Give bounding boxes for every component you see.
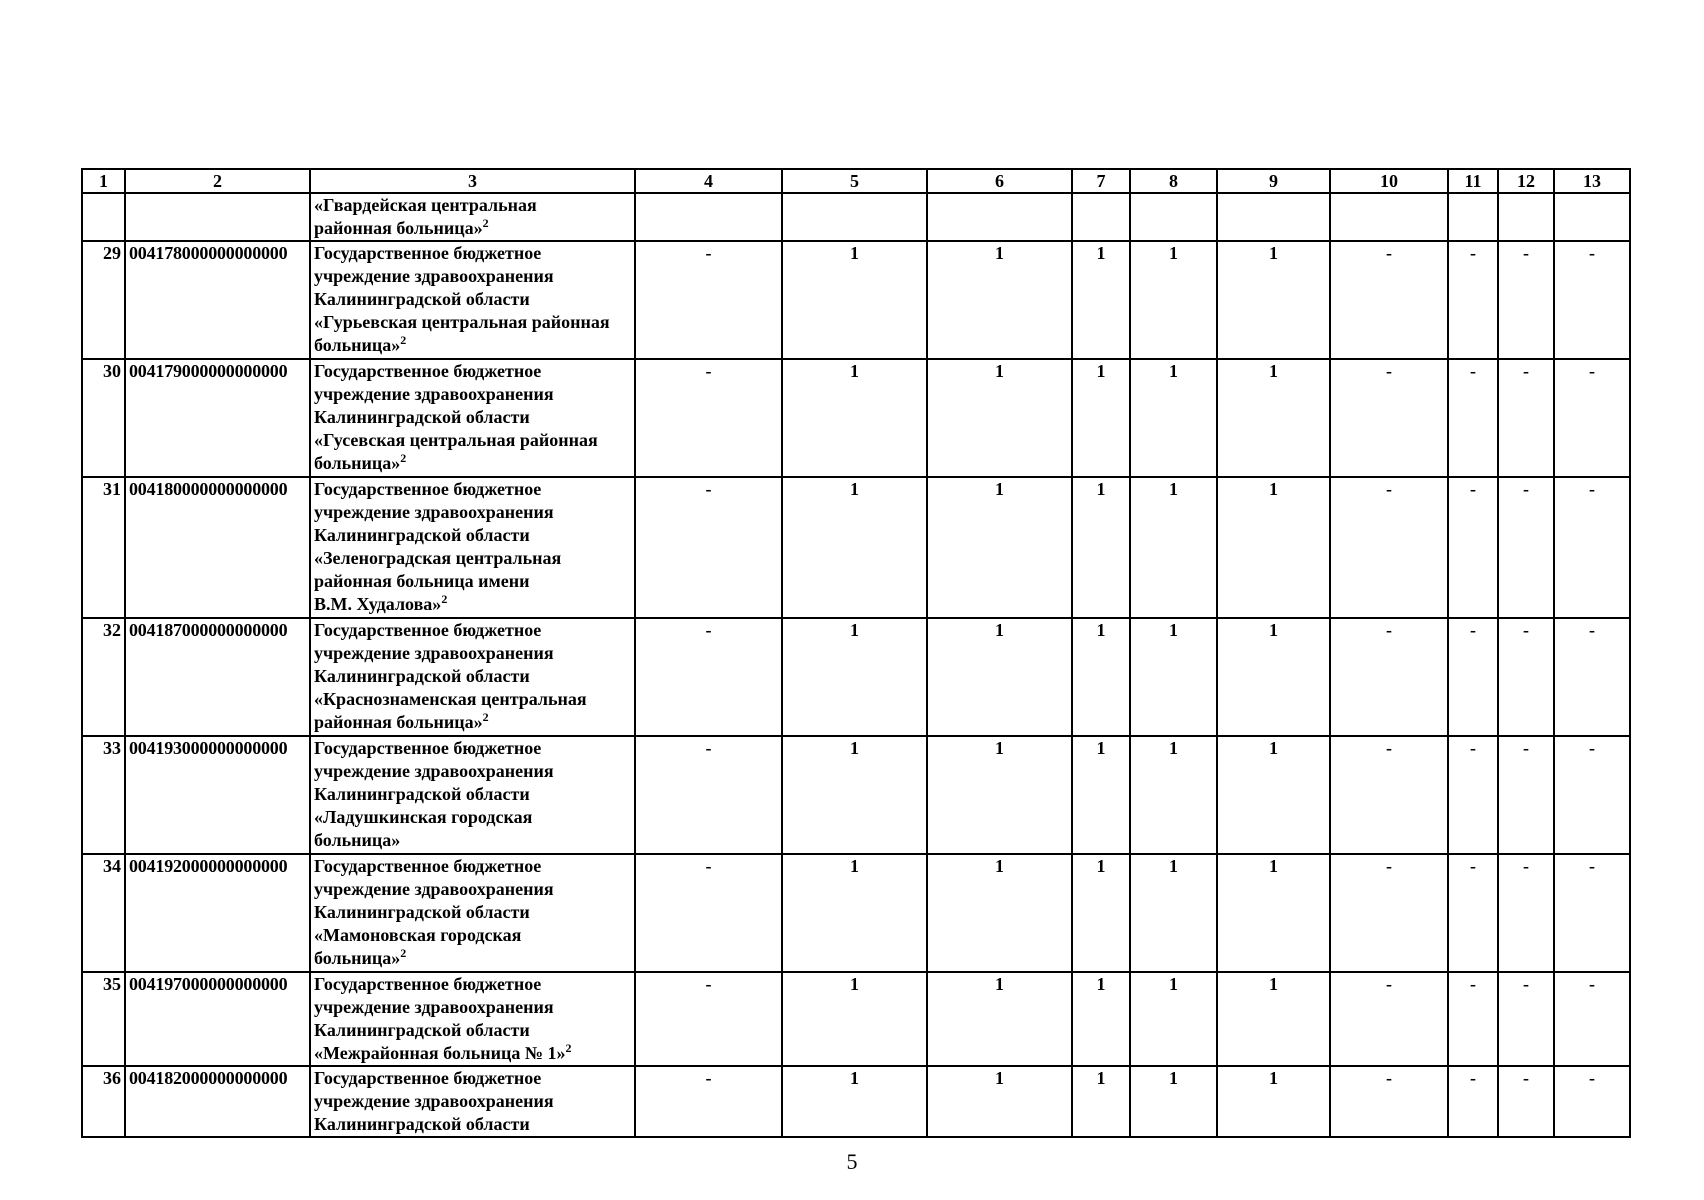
column-header-6: 6 [927, 169, 1072, 193]
cell-col-11: - [1448, 854, 1498, 972]
cell-col-8: 1 [1130, 359, 1217, 477]
cell-col-7: 1 [1072, 241, 1130, 359]
cell-col-12: - [1498, 359, 1554, 477]
cell-col-11: - [1448, 359, 1498, 477]
row-name: Государственное бюджетное учреждение здравоохранения Калининградской области «Гурьевская центральная районная больница»$^2$ [310, 241, 635, 359]
column-header-12: 12 [1498, 169, 1554, 193]
row-number: 29 [82, 241, 125, 359]
table-row [82, 736, 1630, 854]
cell-col-13: - [1554, 618, 1630, 736]
cell-col-10: - [1330, 1066, 1448, 1137]
column-header-7: 7 [1072, 169, 1130, 193]
cell-col-11: - [1448, 241, 1498, 359]
row-name: Государственное бюджетное учреждение здравоохранения Калининградской области «Краснознаменская центральная районная больница»$^2$ [310, 618, 635, 736]
continuation-row [82, 193, 1630, 241]
cell-col-6: 1 [927, 854, 1072, 972]
cell-col-4: - [635, 1066, 782, 1137]
column-header-3: 3 [310, 169, 635, 193]
cell-col-9: 1 [1217, 618, 1330, 736]
cell-col-5: 1 [782, 241, 927, 359]
cell-col-6: 1 [927, 618, 1072, 736]
row-name: Государственное бюджетное учреждение здравоохранения Калининградской области «Гусевская центральная районная больница»$^2$ [310, 359, 635, 477]
cell-col-11: - [1448, 618, 1498, 736]
row-number: 34 [82, 854, 125, 972]
cell-col-12: - [1498, 241, 1554, 359]
cell-col-7: 1 [1072, 618, 1130, 736]
column-header-11: 11 [1448, 169, 1498, 193]
cell-col-9: 1 [1217, 972, 1330, 1066]
column-header-1: 1 [82, 169, 125, 193]
cell-col-6: 1 [927, 241, 1072, 359]
row-code: 004182000000000000 [125, 1066, 310, 1137]
cell-col-10: - [1330, 972, 1448, 1066]
row-code: 004180000000000000 [125, 477, 310, 618]
table-row [82, 618, 1630, 736]
footnote-mark: 2 [400, 946, 407, 960]
table-row [82, 972, 1630, 1066]
row-name: «Гвардейская центральная районная больница»$^2$ [310, 193, 635, 241]
cell-col-6: 1 [927, 1066, 1072, 1137]
cell-col-11: - [1448, 477, 1498, 618]
column-header-9: 9 [1217, 169, 1330, 193]
table-row [82, 1066, 1630, 1137]
cell-col-13: - [1554, 854, 1630, 972]
cell-col-10: - [1330, 854, 1448, 972]
cell-col-9: 1 [1217, 477, 1330, 618]
cell-col-13: - [1554, 1066, 1630, 1137]
row-code: 004197000000000000 [125, 972, 310, 1066]
cell-col-7: 1 [1072, 477, 1130, 618]
row-number: 35 [82, 972, 125, 1066]
cell-col-8: 1 [1130, 618, 1217, 736]
cell-col-10: - [1330, 241, 1448, 359]
table-row [82, 359, 1630, 477]
cell-col-4: - [635, 477, 782, 618]
cell-col-12: - [1498, 972, 1554, 1066]
column-header-8: 8 [1130, 169, 1217, 193]
column-header-2: 2 [125, 169, 310, 193]
column-header-5: 5 [782, 169, 927, 193]
footnote-mark: 2 [482, 216, 489, 230]
cell-col-10: - [1330, 618, 1448, 736]
cell-col-6: 1 [927, 477, 1072, 618]
cell-col-13: - [1554, 359, 1630, 477]
cell-col-4: - [635, 241, 782, 359]
cell-col-8: 1 [1130, 1066, 1217, 1137]
cell-col-9: 1 [1217, 736, 1330, 854]
table-body [82, 193, 1630, 1137]
cell-col-5: 1 [782, 359, 927, 477]
cell-col-8: 1 [1130, 854, 1217, 972]
cell-col-9: 1 [1217, 359, 1330, 477]
footnote-mark: 2 [441, 592, 448, 606]
row-number: 36 [82, 1066, 125, 1137]
cell-col-4: - [635, 736, 782, 854]
cell-col-4: - [635, 972, 782, 1066]
cell-col-7: 1 [1072, 972, 1130, 1066]
footnote-mark: 2 [400, 451, 407, 465]
page-number: 5 [846, 1149, 858, 1174]
cell-col-7: 1 [1072, 1066, 1130, 1137]
cell-col-10: - [1330, 477, 1448, 618]
row-number: 31 [82, 477, 125, 618]
column-header-10: 10 [1330, 169, 1448, 193]
cell-col-13: - [1554, 972, 1630, 1066]
cell-col-11: - [1448, 1066, 1498, 1137]
cell-col-5: 1 [782, 854, 927, 972]
table-row [82, 854, 1630, 972]
column-header-4: 4 [635, 169, 782, 193]
cell-col-7: 1 [1072, 736, 1130, 854]
cell-col-10: - [1330, 736, 1448, 854]
cell-col-11: - [1448, 972, 1498, 1066]
table-row [82, 477, 1630, 618]
row-code: 004192000000000000 [125, 854, 310, 972]
row-name: Государственное бюджетное учреждение здравоохранения Калининградской области «Ладушкинская городская больница» [310, 736, 635, 854]
row-number: 33 [82, 736, 125, 854]
footnote-mark: 2 [400, 333, 407, 347]
row-name: Государственное бюджетное учреждение здравоохранения Калининградской области «Мамоновская городская больница»$^2$ [310, 854, 635, 972]
row-name: Государственное бюджетное учреждение здравоохранения Калининградской области [310, 1066, 635, 1137]
row-name: Государственное бюджетное учреждение здравоохранения Калининградской области «Зеленоградская центральная районная больница имени В.М. Худалова»$^2$ [310, 477, 635, 618]
cell-col-11: - [1448, 736, 1498, 854]
row-name: Государственное бюджетное учреждение здравоохранения Калининградской области «Межрайонная больница № 1»$^2$ [310, 972, 635, 1066]
cell-col-13: - [1554, 736, 1630, 854]
cell-col-13: - [1554, 477, 1630, 618]
facilities-table [81, 168, 1631, 1138]
cell-col-9: 1 [1217, 241, 1330, 359]
cell-col-5: 1 [782, 477, 927, 618]
footnote-mark: 2 [482, 710, 489, 724]
row-code: 004193000000000000 [125, 736, 310, 854]
cell-col-7: 1 [1072, 854, 1130, 972]
cell-col-8: 1 [1130, 241, 1217, 359]
cell-col-10: - [1330, 359, 1448, 477]
cell-col-4: - [635, 618, 782, 736]
table-row [82, 241, 1630, 359]
row-code: 004178000000000000 [125, 241, 310, 359]
cell-col-12: - [1498, 1066, 1554, 1137]
header-row [82, 169, 1630, 193]
cell-col-8: 1 [1130, 972, 1217, 1066]
cell-col-4: - [635, 854, 782, 972]
cell-col-8: 1 [1130, 736, 1217, 854]
row-number: 30 [82, 359, 125, 477]
row-number: 32 [82, 618, 125, 736]
cell-col-6: 1 [927, 736, 1072, 854]
cell-col-12: - [1498, 854, 1554, 972]
cell-col-5: 1 [782, 1066, 927, 1137]
cell-col-12: - [1498, 736, 1554, 854]
row-number [82, 193, 125, 241]
cell-col-8: 1 [1130, 477, 1217, 618]
cell-col-6: 1 [927, 359, 1072, 477]
cell-col-7: 1 [1072, 359, 1130, 477]
row-code [125, 193, 310, 241]
row-code: 004187000000000000 [125, 618, 310, 736]
row-code: 004179000000000000 [125, 359, 310, 477]
cell-col-9: 1 [1217, 1066, 1330, 1137]
cell-col-4: - [635, 359, 782, 477]
cell-col-12: - [1498, 477, 1554, 618]
footnote-mark: 2 [565, 1041, 572, 1055]
cell-col-5: 1 [782, 618, 927, 736]
cell-col-6: 1 [927, 972, 1072, 1066]
cell-col-9: 1 [1217, 854, 1330, 972]
cell-col-5: 1 [782, 972, 927, 1066]
cell-col-12: - [1498, 618, 1554, 736]
column-header-13: 13 [1554, 169, 1630, 193]
cell-col-5: 1 [782, 736, 927, 854]
cell-col-13: - [1554, 241, 1630, 359]
